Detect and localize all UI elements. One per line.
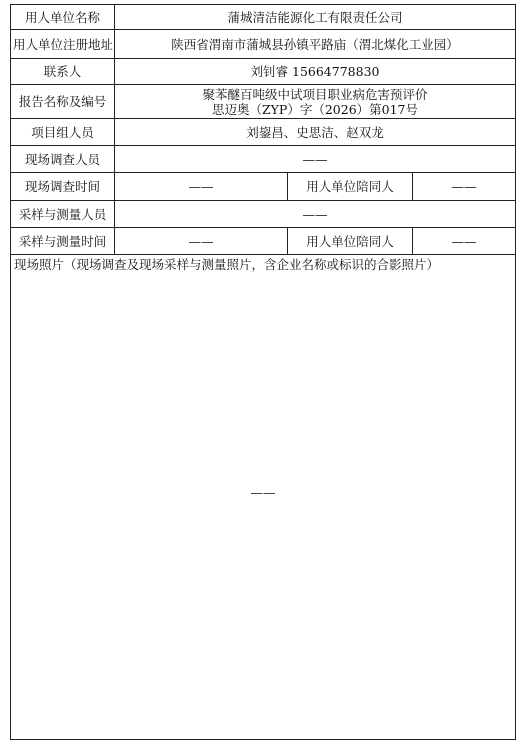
- team-members-value: 刘鋆昌、史思洁、赵双龙: [115, 119, 516, 146]
- report-value: [115, 85, 516, 119]
- survey-staff-label: 现场调查人员: [11, 146, 115, 173]
- row-survey-time: [11, 173, 516, 201]
- photos-cell: [11, 255, 516, 740]
- survey-staff-value: ——: [115, 146, 516, 173]
- row-employer-name: [11, 5, 516, 30]
- sampling-time-value: ——: [115, 228, 288, 255]
- registered-address-label: 用人单位注册地址: [11, 30, 115, 59]
- row-team-members: [11, 119, 516, 146]
- survey-time-value: ——: [115, 173, 288, 201]
- survey-time-label: 现场调查时间: [11, 173, 115, 201]
- row-sampling-time: [11, 228, 516, 255]
- employer-name-value: 蒲城清洁能源化工有限责任公司: [115, 5, 516, 30]
- row-contact: [11, 59, 516, 85]
- sampling-time-label: 采样与测量时间: [11, 228, 115, 255]
- row-registered-address: [11, 30, 516, 59]
- survey-companion-value: ——: [413, 173, 516, 201]
- team-members-label: 项目组人员: [11, 119, 115, 146]
- survey-record-form: [10, 4, 516, 740]
- survey-companion-label: 用人单位陪同人: [288, 173, 413, 201]
- registered-address-value: 陕西省渭南市蒲城县孙镇平路庙（渭北煤化工业园）: [115, 30, 516, 59]
- report-number: 思迈奥（ZYP）字（2026）第017号: [211, 101, 419, 117]
- contact-value: 刘钊睿 15664778830: [115, 59, 516, 85]
- sampling-staff-value: ——: [115, 201, 516, 228]
- report-label: 报告名称及编号: [11, 85, 115, 119]
- photos-placeholder: ——: [250, 485, 276, 500]
- photos-area: [13, 255, 513, 739]
- employer-name-label: 用人单位名称: [11, 5, 115, 30]
- sampling-companion-label: 用人单位陪同人: [288, 228, 413, 255]
- report-name: 聚苯醚百吨级中试项目职业病危害预评价: [202, 86, 428, 102]
- sampling-staff-label: 采样与测量人员: [11, 201, 115, 228]
- row-survey-staff: [11, 146, 516, 173]
- contact-label: 联系人: [11, 59, 115, 85]
- row-report: [11, 85, 516, 119]
- photos-title: 现场照片（现场调查及现场采样与测量照片，含企业名称或标识的合影照片）: [14, 257, 440, 272]
- row-sampling-staff: [11, 201, 516, 228]
- sampling-companion-value: ——: [413, 228, 516, 255]
- row-photos: [11, 255, 516, 740]
